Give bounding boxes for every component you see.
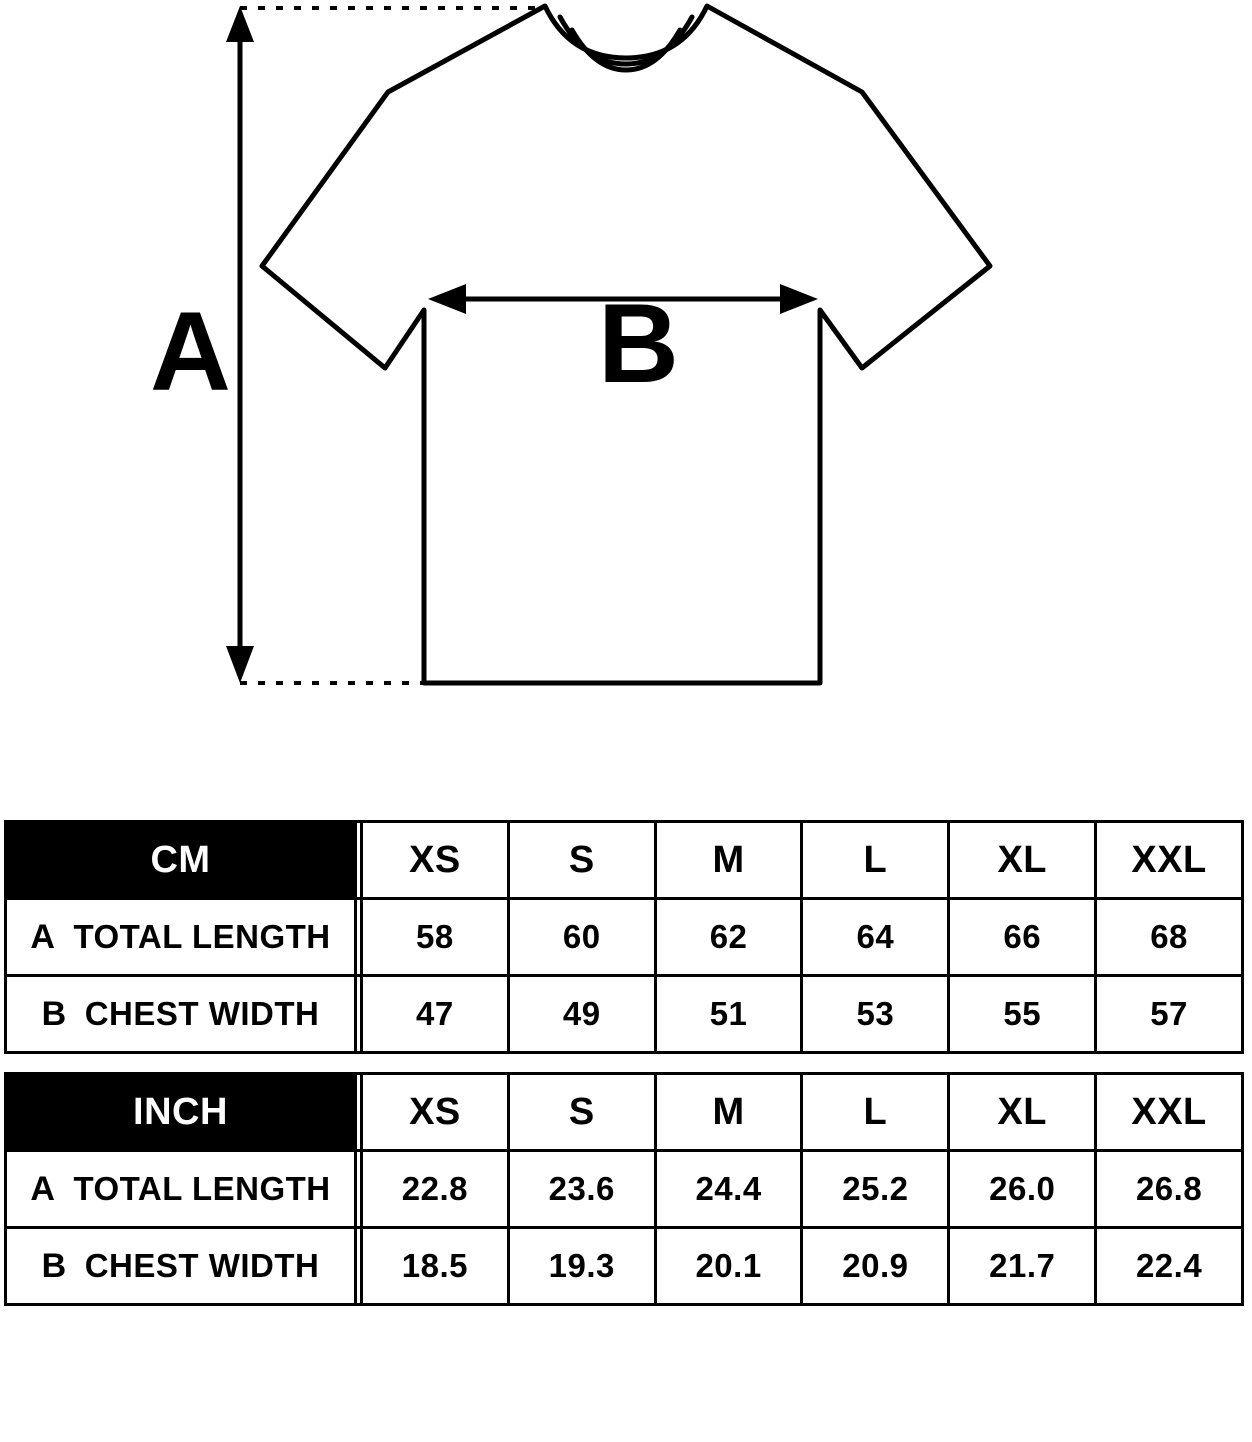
value-cell: 58 xyxy=(362,899,509,976)
table-row xyxy=(6,976,1243,1053)
measure-marker-b: B xyxy=(41,994,67,1033)
size-table-cm xyxy=(4,820,1244,1054)
measure-name: TOTAL LENGTH xyxy=(73,1169,331,1207)
size-header-xxl: XXL xyxy=(1096,822,1243,899)
size-header-xxl: XXL xyxy=(1096,1074,1243,1151)
value-cell: 26.8 xyxy=(1096,1151,1243,1228)
value-cell: 53 xyxy=(802,976,949,1053)
unit-label-cm: CM xyxy=(6,822,356,899)
measure-label-total-length xyxy=(6,1151,356,1228)
value-cell: 19.3 xyxy=(508,1228,655,1305)
value-cell: 20.1 xyxy=(655,1228,802,1305)
value-cell: 24.4 xyxy=(655,1151,802,1228)
diagram-label-b: B xyxy=(598,281,679,406)
size-header-s: S xyxy=(508,1074,655,1151)
value-cell: 22.4 xyxy=(1096,1228,1243,1305)
measure-name: CHEST WIDTH xyxy=(84,1246,320,1284)
value-cell: 21.7 xyxy=(949,1228,1096,1305)
value-cell: 20.9 xyxy=(802,1228,949,1305)
measure-marker-a: A xyxy=(30,917,56,956)
value-cell: 49 xyxy=(508,976,655,1053)
value-cell: 51 xyxy=(655,976,802,1053)
value-cell: 60 xyxy=(508,899,655,976)
value-cell: 25.2 xyxy=(802,1151,949,1228)
size-header-xl: XL xyxy=(949,822,1096,899)
diagram-label-a: A xyxy=(150,289,231,414)
value-cell: 23.6 xyxy=(508,1151,655,1228)
size-header-m: M xyxy=(655,822,802,899)
size-header-m: M xyxy=(655,1074,802,1151)
size-header-l: L xyxy=(802,822,949,899)
value-cell: 22.8 xyxy=(362,1151,509,1228)
size-header-s: S xyxy=(508,822,655,899)
table-header-row xyxy=(6,1074,1243,1151)
size-tables xyxy=(0,820,1252,1324)
measure-marker-b: B xyxy=(41,1246,67,1285)
size-header-xs: XS xyxy=(362,1074,509,1151)
size-header-l: L xyxy=(802,1074,949,1151)
value-cell: 64 xyxy=(802,899,949,976)
measure-name: CHEST WIDTH xyxy=(84,994,320,1032)
value-cell: 57 xyxy=(1096,976,1243,1053)
value-cell: 26.0 xyxy=(949,1151,1096,1228)
value-cell: 62 xyxy=(655,899,802,976)
unit-label-inch: INCH xyxy=(6,1074,356,1151)
measure-label-chest-width xyxy=(6,1228,356,1305)
size-header-xl: XL xyxy=(949,1074,1096,1151)
measure-name: TOTAL LENGTH xyxy=(73,917,331,955)
value-cell: 68 xyxy=(1096,899,1243,976)
measure-label-chest-width xyxy=(6,976,356,1053)
size-table-inch xyxy=(4,1072,1244,1306)
value-cell: 18.5 xyxy=(362,1228,509,1305)
value-cell: 47 xyxy=(362,976,509,1053)
table-row xyxy=(6,1151,1243,1228)
size-header-xs: XS xyxy=(362,822,509,899)
value-cell: 66 xyxy=(949,899,1096,976)
measure-label-total-length xyxy=(6,899,356,976)
measure-marker-a: A xyxy=(30,1169,56,1208)
table-row xyxy=(6,899,1243,976)
value-cell: 55 xyxy=(949,976,1096,1053)
table-row xyxy=(6,1228,1243,1305)
table-header-row xyxy=(6,822,1243,899)
